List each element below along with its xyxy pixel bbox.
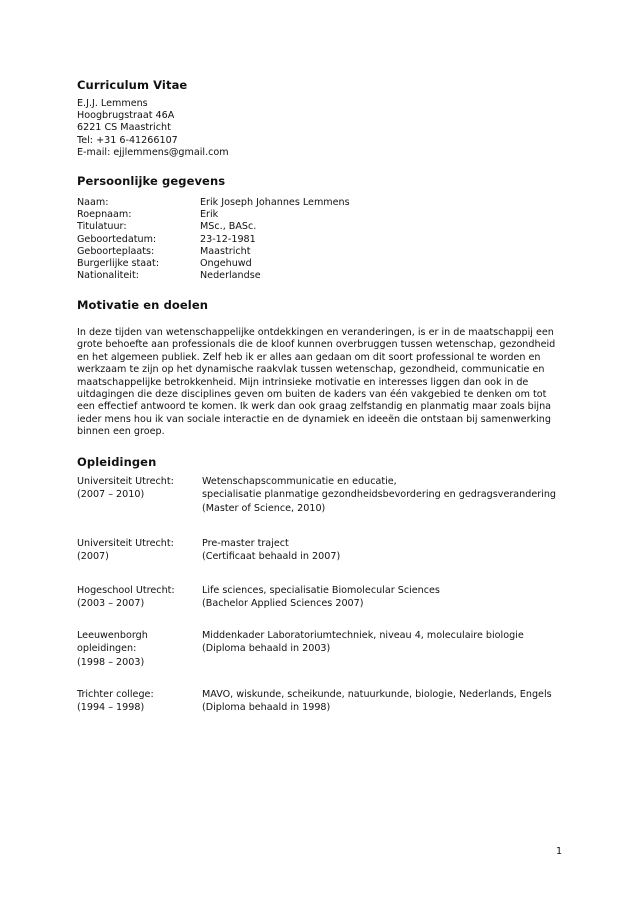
institution-line: Universiteit Utrecht: — [77, 476, 174, 487]
institution-line: (1994 – 1998) — [77, 702, 145, 714]
education-description — [202, 688, 572, 715]
personal-label: Titulatuur: — [77, 221, 127, 233]
institution-line: Hogeschool Utrecht: — [77, 585, 175, 596]
education-institution — [77, 475, 197, 502]
education-entry — [77, 475, 567, 517]
motivation-line: en het algemeen publiek. Zelf heb ik er alles aan gedaan om dit soort professional te worden en — [77, 351, 541, 363]
motivation-line: grote behoefte aan professionals die de kloof kunnen overbruggen tussen wetenschap, gezondheid — [77, 339, 556, 351]
education-description — [202, 475, 572, 515]
institution-line: Trichter college: — [77, 689, 154, 700]
description-line: MAVO, wiskunde, scheikunde, natuurkunde, biologie, Nederlands, Engels — [202, 689, 552, 700]
personal-label: Naam: — [77, 197, 109, 208]
motivation-line: een effectief antwoord te komen. Ik werk dan ook graag zelfstandig en planmatig maar zoals bijna — [77, 401, 552, 413]
personal-label: Geboorteplaats: — [77, 245, 155, 257]
education-entry — [77, 537, 567, 565]
education-entry — [77, 629, 567, 671]
motivation-line: uitdagingen die deze disciplines geven om buiten de kaders van één vakgebied te denken om tot — [77, 389, 547, 401]
institution-line: (1998 – 2003) — [77, 656, 145, 668]
personal-row — [77, 258, 567, 270]
personal-value: Erik — [200, 209, 219, 221]
personal-row — [77, 246, 567, 258]
education-entry — [77, 584, 567, 612]
personal-label: Nationaliteit: — [77, 270, 139, 282]
description-line: Pre-master traject — [202, 538, 289, 549]
education-entry — [77, 688, 567, 716]
motivation-line: binnen een groep. — [77, 426, 165, 438]
personal-heading: Persoonlijke gegevens — [77, 174, 226, 188]
description-line: Wetenschapscommunicatie en educatie, — [202, 476, 397, 487]
institution-line: (2007 – 2010) — [77, 489, 145, 501]
education-institution — [77, 688, 197, 715]
contact-phone: Tel: +31 6-41266107 — [77, 134, 178, 146]
description-line: specialisatie planmatige gezondheidsbevordering en gedragsverandering — [202, 489, 557, 501]
motivation-line: werkzaam te zijn op het dynamische raakvlak tussen wetenschap, gezondheid, communicatie en — [77, 364, 545, 376]
personal-value: 23-12-1981 — [200, 233, 256, 245]
education-institution — [77, 537, 197, 564]
description-line: Middenkader Laboratoriumtechniek, niveau 4, moleculaire biologie — [202, 630, 524, 641]
contact-name: E.J.J. Lemmens — [77, 98, 148, 109]
description-line: (Diploma behaald in 1998) — [202, 702, 331, 714]
education-description — [202, 537, 572, 564]
motivation-line: ieder mens hou ik van sociale interactie en de dynamiek en ideeën die ontstaan bij samenwerking — [77, 413, 551, 425]
contact-email: E-mail: ejjlemmens@gmail.com — [77, 146, 229, 158]
motivation-line: In deze tijden van wetenschappelijke ontdekkingen en veranderingen, is er in de maatschappij een — [77, 327, 554, 338]
personal-table — [77, 197, 567, 282]
motivation-paragraph — [77, 327, 567, 439]
page-number: 1 — [556, 846, 563, 857]
motivation-heading: Motivatie en doelen — [77, 298, 209, 312]
institution-line: Universiteit Utrecht: — [77, 538, 174, 549]
personal-row — [77, 209, 567, 221]
institution-line: (2007) — [77, 551, 109, 563]
education-description — [202, 584, 572, 611]
education-heading: Opleidingen — [77, 455, 157, 469]
personal-label: Roepnaam: — [77, 209, 132, 221]
personal-value: Ongehuwd — [200, 257, 252, 269]
description-line: (Diploma behaald in 2003) — [202, 643, 331, 655]
institution-line: Leeuwenborgh — [77, 630, 148, 641]
institution-line: (2003 – 2007) — [77, 598, 145, 610]
education-institution — [77, 629, 197, 669]
education-description — [202, 629, 572, 656]
personal-row — [77, 197, 567, 209]
personal-value: Maastricht — [200, 245, 251, 257]
personal-value: Nederlandse — [200, 270, 261, 282]
personal-value: MSc., BASc. — [200, 221, 257, 233]
personal-row — [77, 270, 567, 282]
contact-block — [77, 98, 567, 159]
personal-row — [77, 221, 567, 233]
description-line: (Certificaat behaald in 2007) — [202, 551, 341, 563]
motivation-line: maatschappelijke betrokkenheid. Mijn intrinsieke motivatie en interesses liggen dan ook in de — [77, 376, 529, 388]
contact-city: 6221 CS Maastricht — [77, 122, 171, 134]
description-line: Life sciences, specialisatie Biomolecular Sciences — [202, 585, 440, 596]
cv-title: Curriculum Vitae — [77, 78, 188, 92]
education-institution — [77, 584, 197, 611]
description-line: (Bachelor Applied Sciences 2007) — [202, 598, 364, 610]
description-line: (Master of Science, 2010) — [202, 502, 326, 514]
institution-line: opleidingen: — [77, 643, 137, 655]
personal-row — [77, 234, 567, 246]
contact-street: Hoogbrugstraat 46A — [77, 110, 175, 122]
personal-label: Burgerlijke staat: — [77, 257, 160, 269]
personal-value: Erik Joseph Johannes Lemmens — [200, 197, 350, 208]
personal-label: Geboortedatum: — [77, 233, 157, 245]
